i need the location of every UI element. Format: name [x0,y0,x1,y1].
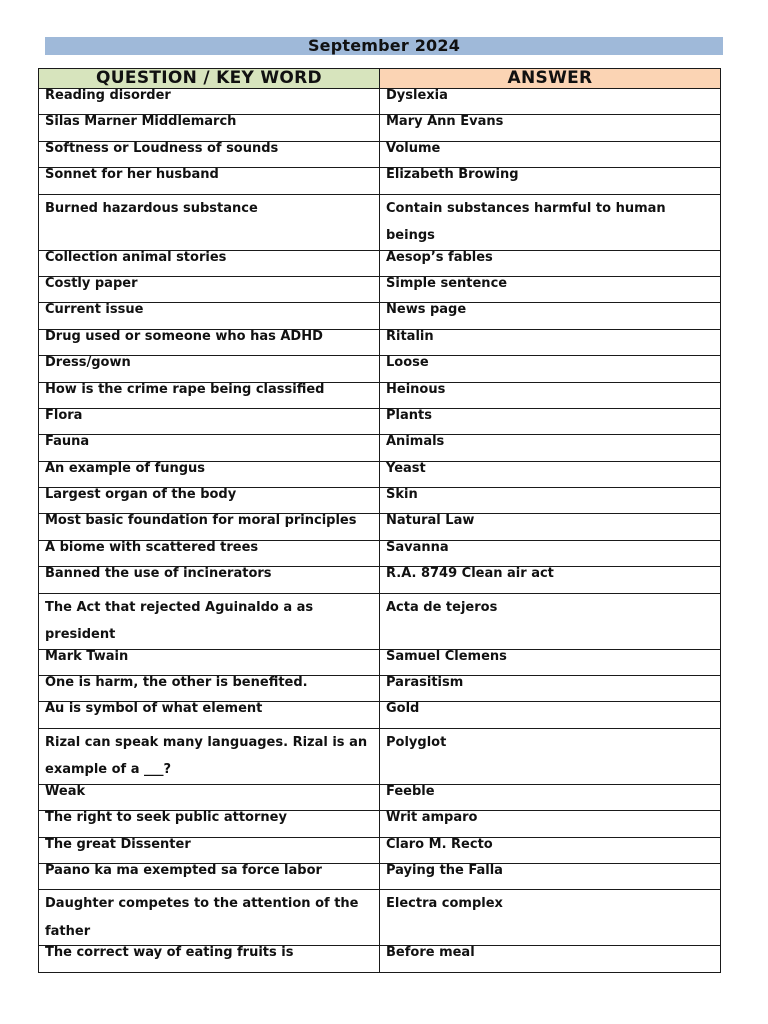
question-cell: Collection animal stories [39,250,380,276]
answer-cell: Savanna [380,540,721,566]
answer-cell: Loose [380,356,721,382]
question-answer-table [38,68,721,973]
table-row [39,408,721,434]
question-cell: Fauna [39,435,380,461]
question-cell: Weak [39,784,380,810]
table-row [39,488,721,514]
answer-cell: Heinous [380,382,721,408]
answer-cell: Aesop’s fables [380,250,721,276]
table-row [39,168,721,194]
table-row [39,784,721,810]
answer-cell: Gold [380,702,721,728]
answer-cell: Natural Law [380,514,721,540]
answer-cell: Acta de tejeros [380,593,721,649]
question-cell: Banned the use of incinerators [39,567,380,593]
answer-cell: Before meal [380,946,721,972]
question-cell: Largest organ of the body [39,488,380,514]
answer-cell: Feeble [380,784,721,810]
answer-cell: News page [380,303,721,329]
question-cell: Paano ka ma exempted sa force labor [39,863,380,889]
question-cell: The great Dissenter [39,837,380,863]
answer-cell: Volume [380,141,721,167]
question-cell: Reading disorder [39,89,380,115]
question-cell: Most basic foundation for moral principles [39,514,380,540]
question-cell: Current issue [39,303,380,329]
question-cell: Au is symbol of what element [39,702,380,728]
answer-cell: Contain substances harmful to human beings [380,194,721,250]
answer-cell: Mary Ann Evans [380,115,721,141]
table-row [39,250,721,276]
question-cell: One is harm, the other is benefited. [39,676,380,702]
question-column-header: QUESTION / KEY WORD [39,69,380,89]
answer-cell: Samuel Clemens [380,649,721,675]
answer-cell: Yeast [380,461,721,487]
answer-cell: Claro M. Recto [380,837,721,863]
table-row [39,702,721,728]
table-row [39,329,721,355]
table-row [39,356,721,382]
answer-column-header: ANSWER [380,69,721,89]
question-cell: The right to seek public attorney [39,811,380,837]
question-cell: Costly paper [39,276,380,302]
question-cell: Rizal can speak many languages. Rizal is an example of a ___? [39,728,380,784]
question-cell: Flora [39,408,380,434]
question-cell: Dress/gown [39,356,380,382]
question-cell: Silas Marner Middlemarch [39,115,380,141]
table-row [39,115,721,141]
table-row [39,514,721,540]
table-row [39,89,721,115]
answer-cell: Polyglot [380,728,721,784]
answer-cell: Writ amparo [380,811,721,837]
answer-cell: Ritalin [380,329,721,355]
page-title: September 2024 [45,37,723,55]
table-row [39,382,721,408]
table-row [39,141,721,167]
answer-cell: Animals [380,435,721,461]
table-row [39,811,721,837]
question-cell: How is the crime rape being classified [39,382,380,408]
answer-cell: Paying the Falla [380,863,721,889]
table-row [39,649,721,675]
question-cell: Mark Twain [39,649,380,675]
answer-cell: Simple sentence [380,276,721,302]
answer-cell: Elizabeth Browing [380,168,721,194]
answer-cell: R.A. 8749 Clean air act [380,567,721,593]
table-row [39,435,721,461]
question-cell: The Act that rejected Aguinaldo a as president [39,593,380,649]
table-row [39,593,721,649]
question-cell: Sonnet for her husband [39,168,380,194]
table-row [39,863,721,889]
table-row [39,461,721,487]
question-cell: Softness or Loudness of sounds [39,141,380,167]
table-row [39,837,721,863]
table-row [39,303,721,329]
question-cell: An example of fungus [39,461,380,487]
answer-cell: Electra complex [380,890,721,946]
answer-cell: Skin [380,488,721,514]
table-row [39,946,721,972]
question-cell: A biome with scattered trees [39,540,380,566]
table-row [39,676,721,702]
table-row [39,540,721,566]
answer-cell: Dyslexia [380,89,721,115]
answer-cell: Plants [380,408,721,434]
question-cell: Burned hazardous substance [39,194,380,250]
table-row [39,194,721,250]
table-row [39,890,721,946]
question-cell: Drug used or someone who has ADHD [39,329,380,355]
table-row [39,728,721,784]
question-cell: The correct way of eating fruits is [39,946,380,972]
question-cell: Daughter competes to the attention of the father [39,890,380,946]
table-row [39,276,721,302]
answer-cell: Parasitism [380,676,721,702]
table-header-row [39,69,721,89]
table-row [39,567,721,593]
table-body [39,89,721,973]
